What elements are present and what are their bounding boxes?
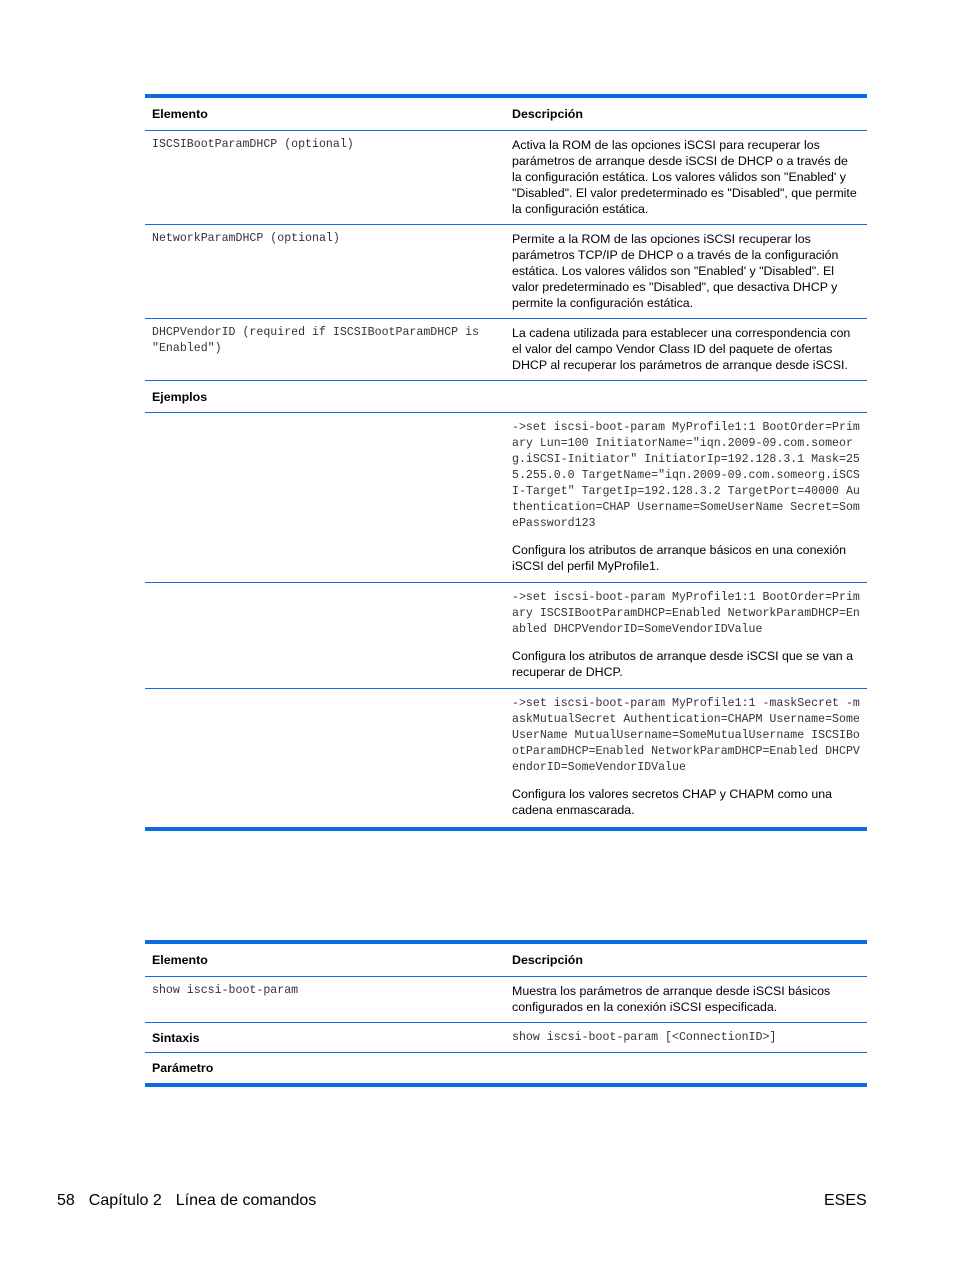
element-name: DHCPVendorID (required if ISCSIBootParamDHCP is "Enabled"): [152, 326, 486, 355]
parameter-label: Parámetro: [152, 1061, 214, 1075]
syntax-label: Sintaxis: [152, 1031, 200, 1045]
table-row: [145, 319, 867, 381]
header-description: Descripción: [512, 107, 583, 121]
empty-cell: [145, 583, 506, 688]
element-table-set: [145, 94, 867, 831]
table-row: [145, 225, 867, 319]
table-row: [145, 131, 867, 225]
examples-label-row: [145, 381, 867, 413]
element-name: ISCSIBootParamDHCP (optional): [152, 138, 354, 151]
example-row: [145, 689, 867, 827]
header-element: Elemento: [152, 953, 208, 967]
examples-label: Ejemplos: [152, 390, 208, 404]
example-description: Configura los atributos de arranque desde iSCSI que se van a recuperar de DHCP.: [512, 649, 853, 679]
example-code: ->set iscsi-boot-param MyProfile1:1 BootOrder=Primary Lun=100 InitiatorName="iqn.2009-09.com.someorg.iSCSI-Initiator" InitiatorIp=192.128.3.1 Mask=255.255.0.0 TargetName="iqn.2009-09.com.someorg.iSCSI-Target" TargetIp=192.128.3.2 TargetPort=40000 Authentication=CHAP Username=SomeUserName Secret=SomePassword123: [512, 421, 860, 530]
element-name: NetworkParamDHCP (optional): [152, 232, 340, 245]
syntax-row: [145, 1023, 867, 1053]
example-code: ->set iscsi-boot-param MyProfile1:1 -maskSecret -maskMutualSecret Authentication=CHAPM Username=SomeUserName MutualUsername=SomeMutualUsername ISCSIBootParamDHCP=Enabled NetworkParamDHCP=Enabled DHCPVendorID=SomeVendorIDValue: [512, 697, 860, 774]
example-row: [145, 413, 867, 583]
empty-cell: [145, 689, 506, 827]
table-row: [145, 977, 867, 1023]
example-description: Configura los atributos de arranque básicos en una conexión iSCSI del perfil MyProfile1.: [512, 543, 847, 573]
header-element: Elemento: [152, 107, 208, 121]
element-description: Permite a la ROM de las opciones iSCSI recuperar los parámetros TCP/IP de DHCP o a través de la configuración estática. Los valores válidos son "Enabled' y "Disabled". El valor predeterminado es "Disabled", que desactiva DHCP y permite la configuración estática.: [512, 232, 839, 310]
table-header-row: [145, 944, 867, 977]
chapter-title: Línea de comandos: [175, 1192, 317, 1209]
command-name: show iscsi-boot-param: [152, 984, 299, 997]
parameter-row: [145, 1053, 867, 1083]
empty-cell: [506, 381, 867, 412]
page-number: 58: [57, 1192, 75, 1209]
syntax-value: show iscsi-boot-param [<ConnectionID>]: [512, 1031, 777, 1044]
example-cell: [506, 583, 867, 688]
example-cell: [506, 689, 867, 827]
example-description: Configura los valores secretos CHAP y CHAPM como una cadena enmascarada.: [512, 787, 832, 817]
element-description: Activa la ROM de las opciones iSCSI para recuperar los parámetros de arranque desde iSCSI de DHCP o a través de la configuración estática. Los valores válidos son "Enabled' y "Disabled". El valor predeterminado es "Disabled", que permite la configuración estática.: [512, 138, 857, 216]
locale-code: ESES: [824, 1192, 867, 1209]
page-footer: [57, 1191, 316, 1211]
table-header-row: [145, 98, 867, 131]
command-description: Muestra los parámetros de arranque desde iSCSI básicos configurados en la conexión iSCSI especificada.: [512, 984, 831, 1014]
element-description: La cadena utilizada para establecer una correspondencia con el valor del campo Vendor Class ID del paquete de ofertas DHCP al recuperar los parámetros de arranque desde iSCSI.: [512, 326, 851, 372]
chapter-label: Capítulo 2: [88, 1192, 162, 1209]
empty-cell: [506, 1053, 867, 1083]
empty-cell: [145, 413, 506, 582]
example-code: ->set iscsi-boot-param MyProfile1:1 BootOrder=Primary ISCSIBootParamDHCP=Enabled NetworkParamDHCP=Enabled DHCPVendorID=SomeVendorIDValue: [512, 591, 860, 636]
command-table: [145, 940, 867, 1087]
example-cell: [506, 413, 867, 582]
example-row: [145, 583, 867, 689]
header-description: Descripción: [512, 953, 583, 967]
